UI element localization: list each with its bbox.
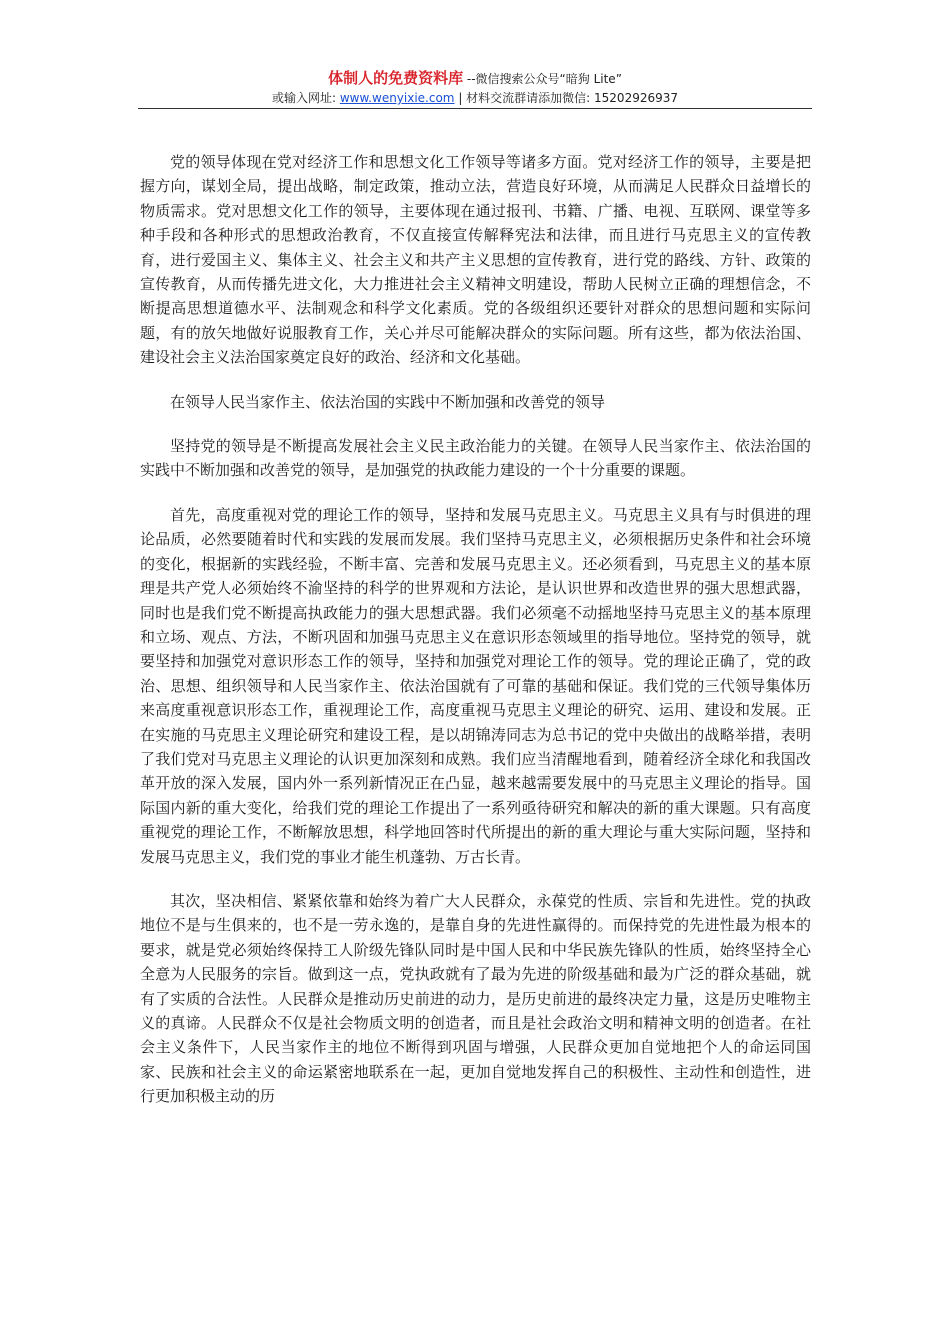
website-link[interactable]: www.wenyixie.com <box>339 91 455 105</box>
section-heading: 在领导人民当家作主、依法治国的实践中不断加强和改善党的领导 <box>170 392 606 411</box>
paragraph-1: 党的领导体现在党对经济工作和思想文化工作领导等诸多方面。党对经济工作的领导，主要是把握方向，谋划全局，提出战略，制定政策，推动立法，营造良好环境，从而满足人民群众日益增长的物质需求。党对思想文化工作的领导，主要体现在通过报刊、书籍、广播、电视、互联网、课堂等多种手段和各种形式的思想政治教育，不仅直接宣传解释宪法和法律，而且进行马克思主义的宣传教育，进行爱国主义、集体主义、社会主义和共产主义思想的宣传教育，进行党的路线、方针、政策的宣传教育，从而传播先进文化，大力推进社会主义精神文明建设，帮助人民树立正确的理想信念，不断提高思想道德水平、法制观念和科学文化素质。党的各级组织还要针对群众的思想问题和实际问题，有的放矢地做好说服教育工作，关心并尽可能解决群众的实际问题。所有这些，都为依法治国、建设社会主义法治国家奠定良好的政治、经济和文化基础。 <box>140 153 811 367</box>
page-header <box>0 68 950 107</box>
header-contact-line <box>0 89 950 107</box>
header-divider <box>138 108 812 109</box>
paragraph-4: 其次，坚决相信、紧紧依靠和始终为着广大人民群众，永葆党的性质、宗旨和先进性。党的执政地位不是与生俱来的，也不是一劳永逸的，是靠自身的先进性赢得的。而保持党的先进性最为根本的要求，就是党必须始终保持工人阶级先锋队同时是中国人民和中华民族先锋队的性质，始终坚持全心全意为人民服务的宗旨。做到这一点，党执政就有了最为先进的阶级基础和最为广泛的群众基础，就有了实质的合法性。人民群众是推动历史前进的动力，是历史前进的最终决定力量，这是历史唯物主义的真谛。人民群众不仅是社会物质文明的创造者，而且是社会政治文明和精神文明的创造者。在社会主义条件下，人民当家作主的地位不断得到巩固与增强，人民群众更加自觉地把个人的命运同国家、民族和社会主义的命运紧密地联系在一起，更加自觉地发挥自己的积极性、主动性和创造性，进行更加积极主动的历 <box>140 891 811 1106</box>
paragraph-3: 首先，高度重视对党的理论工作的领导，坚持和发展马克思主义。马克思主义具有与时俱进的理论品质，必然要随着时代和实践的发展而发展。我们坚持马克思主义，必须根据历史条件和社会环境的变化，根据新的实践经验，不断丰富、完善和发展马克思主义。还必须看到，马克思主义的基本原理是共产党人必须始终不渝坚持的科学的世界观和方法论，是认识世界和改造世界的强大思想武器，同时也是我们党不断提高执政能力的强大思想武器。我们必须毫不动摇地坚持马克思主义的基本原理和立场、观点、方法，不断巩固和加强马克思主义在意识形态领域里的指导地位。坚持党的领导，就要坚持和加强党对意识形态工作的领导，坚持和加强党对理论工作的领导。党的理论正确了，党的政治、思想、组织领导和人民当家作主、依法治国就有了可靠的基础和保证。我们党的三代领导集体历来高度重视意识形态工作，重视理论工作，高度重视马克思主义理论的研究、运用、建设和发展。正在实施的马克思主义理论研究和建设工程，是以胡锦涛同志为总书记的党中央做出的战略举措，表明了我们党对马克思主义理论的认识更加深刻和成熟。我们应当清醒地看到，随着经济全球化和我国改革开放的深入发展，国内外一系列新情况正在凸显，越来越需要发展中的马克思主义理论的指导。国际国内新的重大变化，给我们党的理论工作提出了一系列亟待研究和解决的新的重大课题。只有高度重视党的理论工作，不断解放思想，科学地回答时代所提出的新的重大理论与重大实际问题，坚持和发展马克思主义，我们党的事业才能生机蓬勃、万古长青。 <box>140 505 811 866</box>
header-url-prefix: 或输入网址: <box>271 91 340 105</box>
header-subtitle: --微信搜索公众号“暗狗 Lite” <box>463 72 622 86</box>
paragraph-2: 坚持党的领导是不断提高发展社会主义民主政治能力的关键。在领导人民当家作主、依法治国的实践中不断加强和改善党的领导，是加强党的执政能力建设的一个十分重要的课题。 <box>140 437 811 480</box>
header-title-line <box>0 68 950 89</box>
brand-title: 体制人的免费资料库 <box>328 69 464 87</box>
document-body <box>140 150 811 1129</box>
header-wechat-contact: | 材料交流群请添加微信: 15202926937 <box>454 91 679 105</box>
